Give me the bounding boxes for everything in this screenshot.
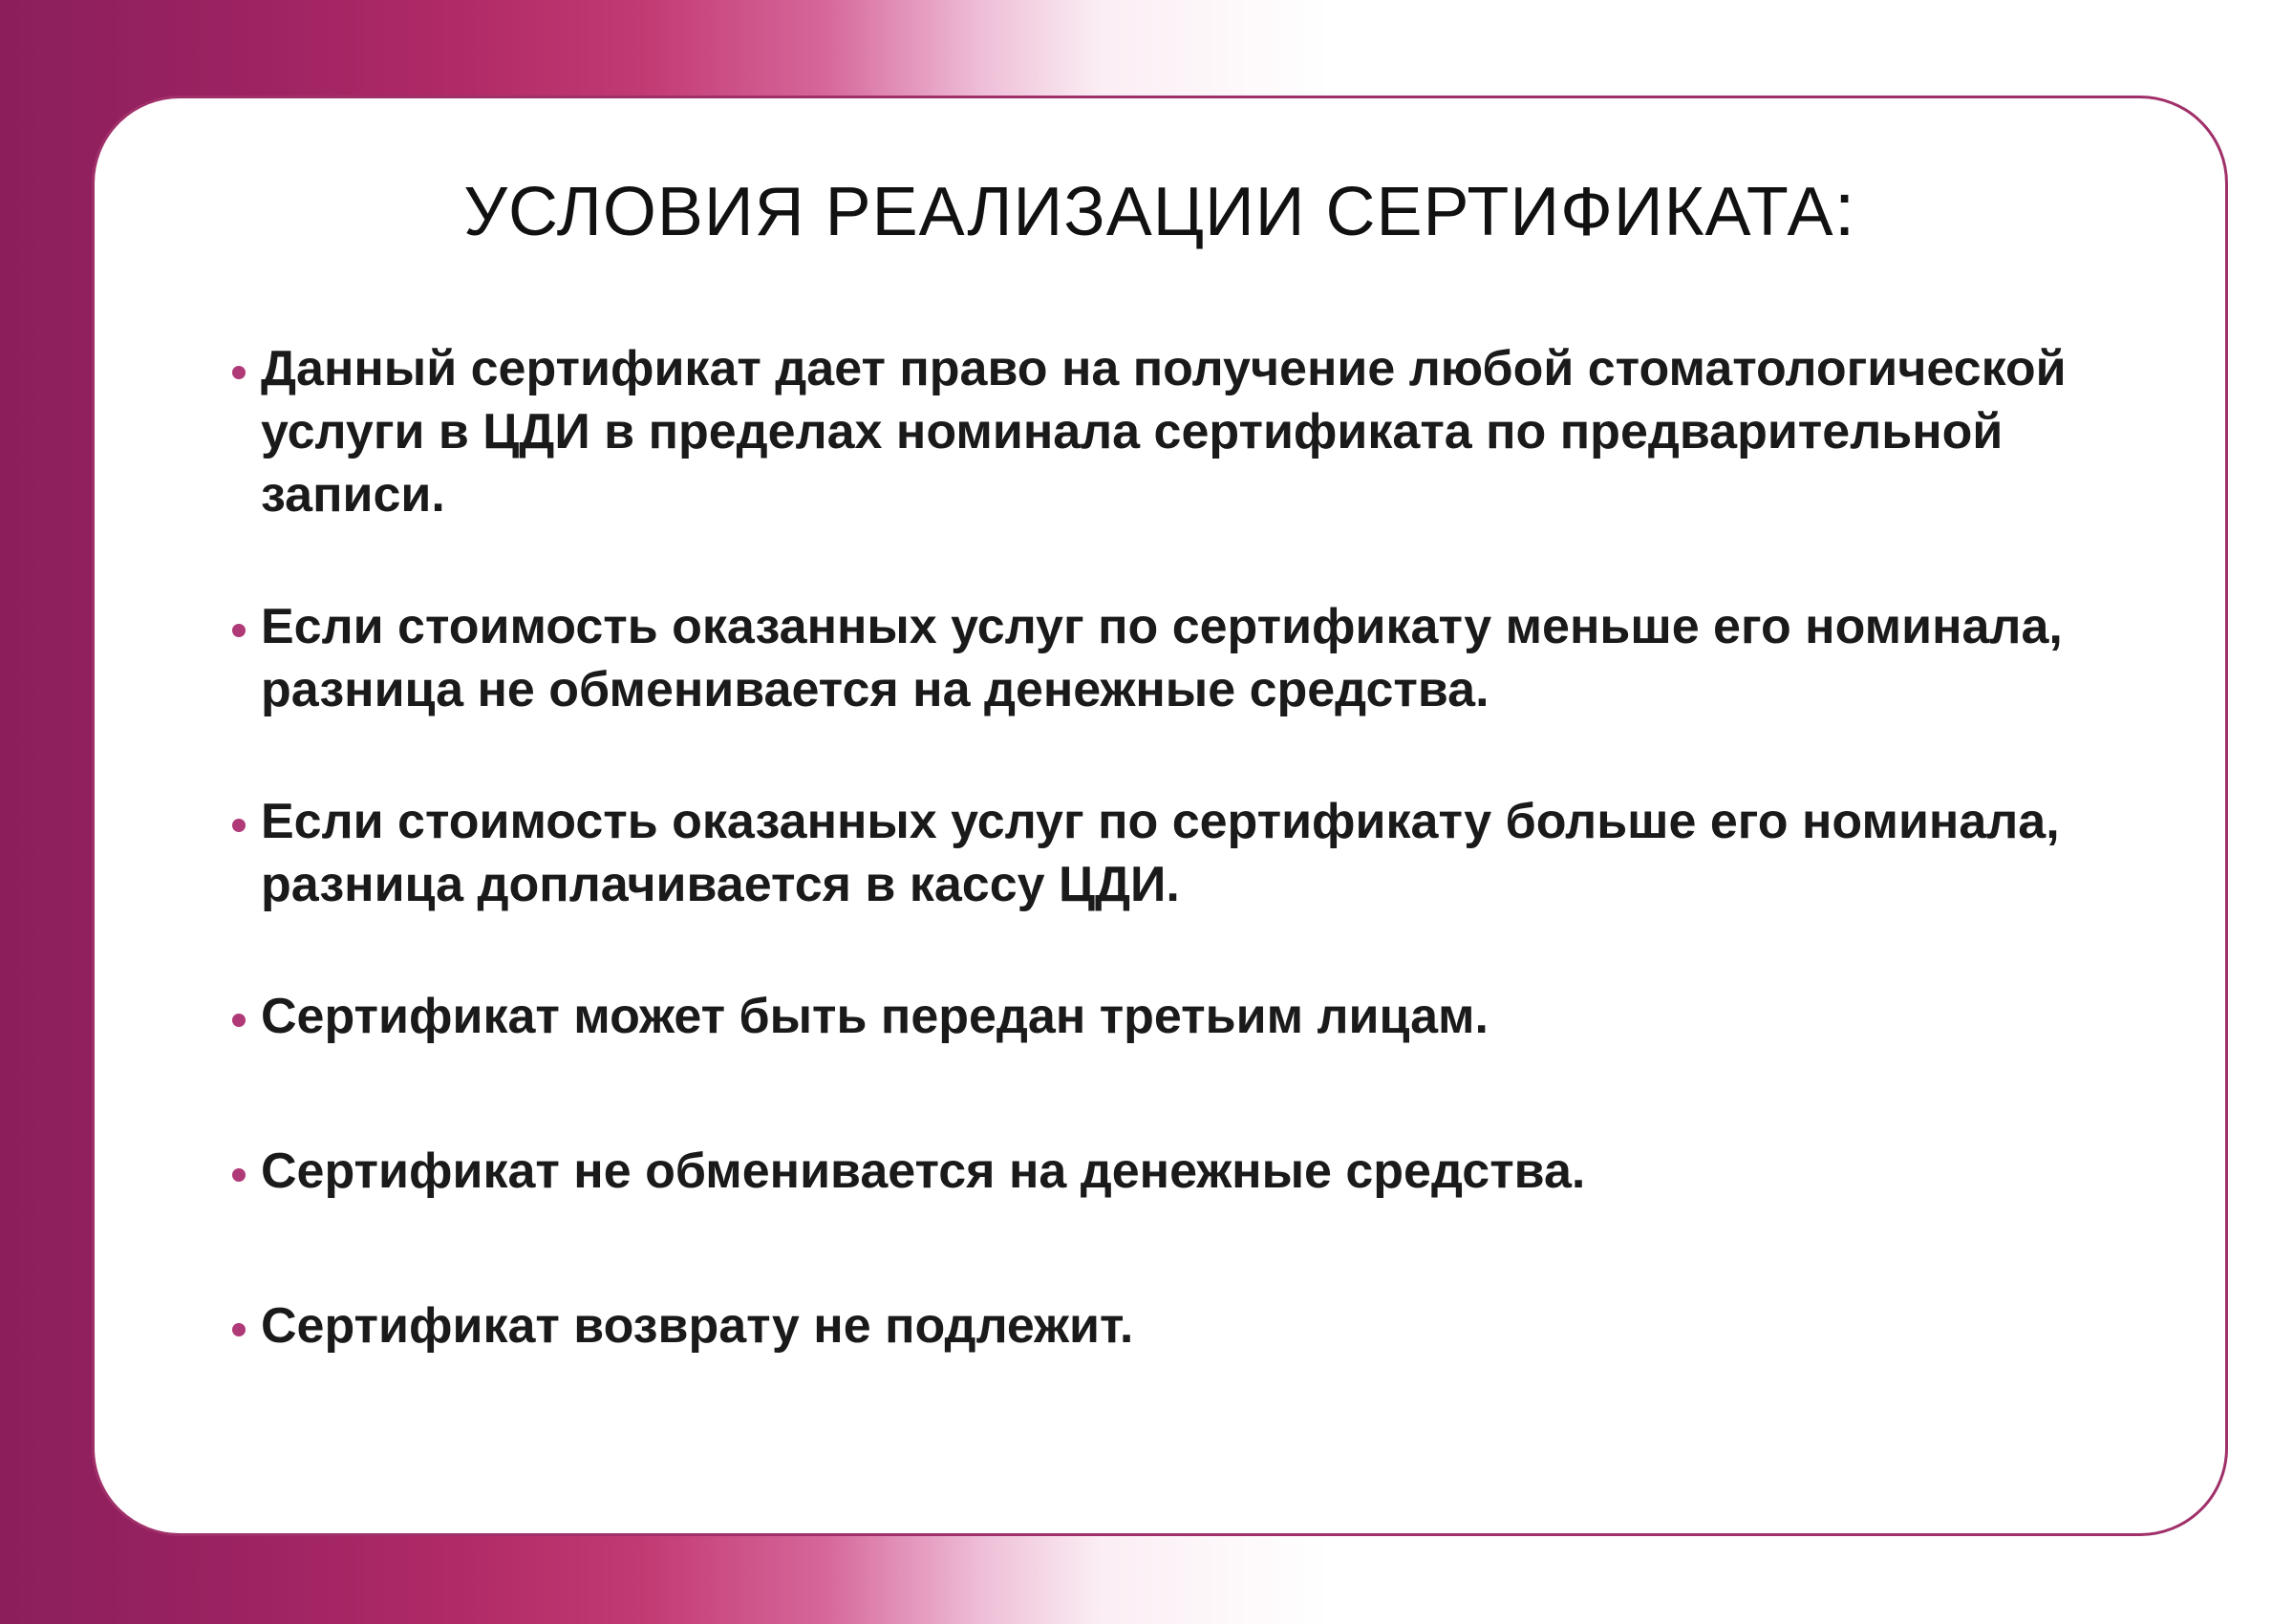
condition-item — [238, 337, 2149, 526]
bullet-icon — [232, 1323, 246, 1336]
conditions-list — [238, 337, 2149, 1426]
certificate-terms-card — [92, 96, 2228, 1536]
page-title — [95, 165, 2225, 253]
condition-item — [238, 1294, 2149, 1357]
condition-text: Сертификат не обменивается на денежные средства. — [261, 1143, 1586, 1199]
condition-text: Сертификат возврату не подлежит. — [261, 1298, 1134, 1354]
bullet-icon — [232, 819, 246, 832]
bullet-icon — [232, 1168, 246, 1182]
bullet-icon — [232, 624, 246, 637]
condition-item — [238, 985, 2149, 1048]
title-text: УСЛОВИЯ РЕАЛИЗАЦИИ СЕРТИФИКАТА — [463, 174, 1834, 250]
condition-item — [238, 595, 2149, 721]
bullet-icon — [232, 366, 246, 379]
condition-text: Данный сертификат дает право на получение любой стоматологической услуги в ЦДИ в пределах номинала сертификата по предварительной записи. — [261, 341, 2067, 523]
condition-text: Сертификат может быть передан третьим лицам. — [261, 989, 1489, 1044]
condition-item — [238, 1140, 2149, 1203]
bullet-icon — [232, 1014, 246, 1027]
condition-item — [238, 790, 2149, 916]
condition-text: Если стоимость оказанных услуг по сертификату меньше его номинала, разница не обменивается на денежные средства. — [261, 599, 2063, 717]
title-colon: : — [1833, 166, 1856, 251]
condition-text: Если стоимость оказанных услуг по сертификату больше его номинала, разница доплачивается в кассу ЦДИ. — [261, 794, 2060, 912]
